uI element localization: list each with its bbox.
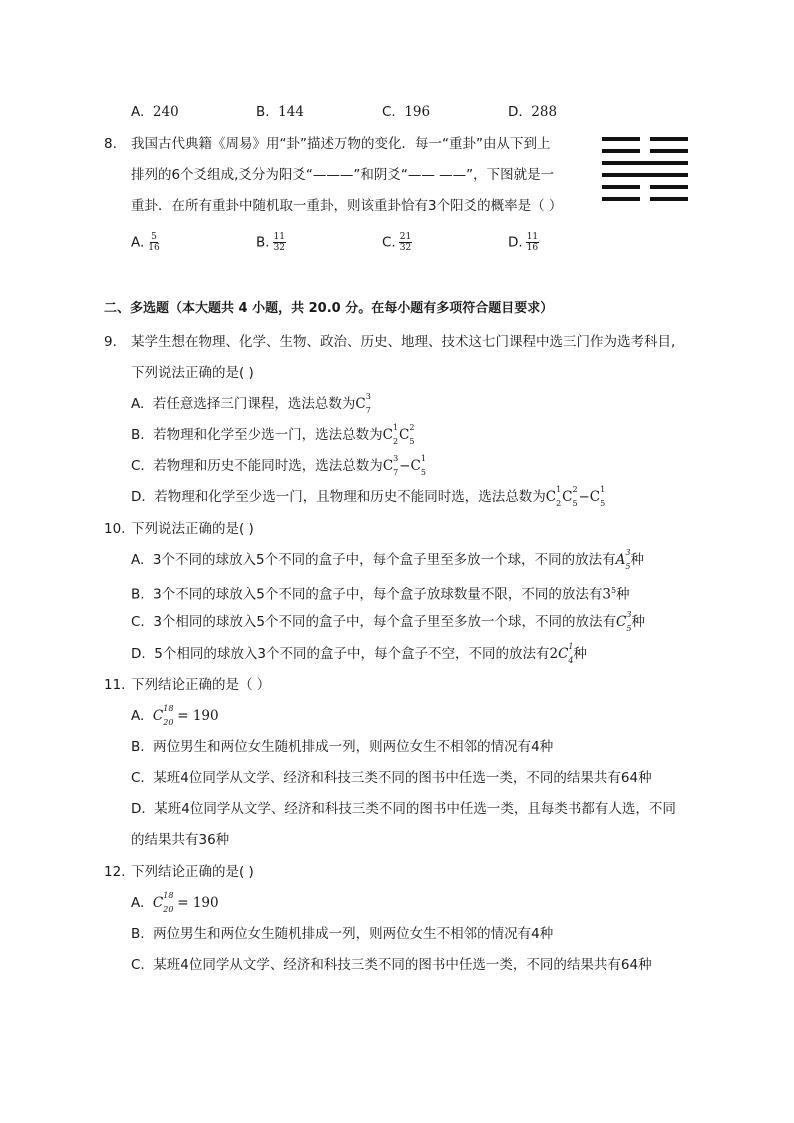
q10-stem: 下列说法正确的是( ) bbox=[131, 521, 254, 537]
q11-option-d: D. 某班4位同学从文学、经济和科技三类不同的图书中任选一类，且每类书都有人选，不同 bbox=[131, 801, 676, 817]
q8-option-b: B. $\frac{11}{32}$ bbox=[256, 232, 286, 253]
hexagram-line-yin bbox=[650, 185, 688, 189]
q8-number: 8. bbox=[104, 136, 117, 152]
q9-option-a: A. 若任意选择三门课程，选法总数为C 3 7 bbox=[131, 392, 371, 415]
q10-option-a: A. 3个不同的球放入5个不同的盒子中，每个盒子里至多放一个球，不同的放法有A 3 5 种 bbox=[131, 548, 644, 571]
q11-stem: 下列结论正确的是（ ） bbox=[131, 677, 271, 693]
q8-stem-line1: 我国古代典籍《周易》用“卦”描述万物的变化．每一“重卦”由从下到上 bbox=[131, 136, 551, 152]
q9-option-d: D. 若物理和化学至少选一门，且物理和历史不能同时选，选法总数为C 1 2 C 2 5 −C 1 5 bbox=[131, 485, 606, 508]
hexagram-line-yin bbox=[602, 137, 640, 141]
q9-stem-line1: 某学生想在物理、化学、生物、政治、历史、地理、技术这七门课程中选三门作为选考科目, bbox=[131, 334, 676, 350]
hexagram-figure bbox=[602, 137, 688, 207]
q10-option-b: B. 3个不同的球放入5个不同的盒子中，每个盒子放球数量不限，不同的放法有$3^5$种 bbox=[131, 586, 630, 603]
hexagram-line-yin bbox=[602, 185, 640, 189]
q12-stem: 下列结论正确的是( ) bbox=[131, 864, 254, 880]
q7-option-d: D. 288 bbox=[508, 104, 558, 120]
hexagram-line-yang bbox=[602, 173, 688, 177]
q12-option-a: A. C 18 20 = 190 bbox=[131, 891, 219, 914]
q12-option-b: B. 两位男生和两位女生随机排成一列，则两位女生不相邻的情况有4种 bbox=[131, 926, 554, 942]
q12-number: 12. bbox=[104, 864, 126, 880]
q11-option-c: C. 某班4位同学从文学、经济和科技三类不同的图书中任选一类，不同的结果共有64种 bbox=[131, 770, 652, 786]
hexagram-line-yin bbox=[602, 197, 640, 201]
q7-option-c: C. 196 bbox=[382, 104, 431, 120]
hexagram-line-yin bbox=[650, 137, 688, 141]
q11-option-d-line2: 的结果共有36种 bbox=[131, 832, 230, 848]
q9-stem-line2: 下列说法正确的是( ) bbox=[131, 365, 254, 381]
q7-option-a: A. 240 bbox=[131, 104, 179, 120]
q8-stem-line3: 重卦．在所有重卦中随机取一重卦，则该重卦恰有3个阳爻的概率是（ ） bbox=[131, 198, 563, 214]
q11-option-b: B. 两位男生和两位女生随机排成一列，则两位女生不相邻的情况有4种 bbox=[131, 739, 554, 755]
q11-option-a: A. C 18 20 = 190 bbox=[131, 704, 219, 727]
hexagram-line-yin bbox=[650, 149, 688, 153]
q8-stem-line2: 排列的6个爻组成,爻分为阳爻“———”和阴爻“—— ——”，下图就是一 bbox=[131, 167, 555, 183]
q11-number: 11. bbox=[104, 677, 126, 693]
q10-option-c: C. 3个相同的球放入5个不同的盒子中，每个盒子里至多放一个球，不同的放法有C 3 5 种 bbox=[131, 610, 645, 633]
hexagram-line-yin bbox=[650, 197, 688, 201]
q8-option-a: A. $\frac{5}{16}$ bbox=[131, 232, 160, 253]
q9-option-c: C. 若物理和历史不能同时选，选法总数为C 3 7 −C 1 5 bbox=[131, 454, 426, 477]
q10-number: 10. bbox=[104, 521, 126, 537]
q8-option-d: D. $\frac{11}{16}$ bbox=[508, 232, 539, 253]
q12-option-c: C. 某班4位同学从文学、经济和科技三类不同的图书中任选一类，不同的结果共有64种 bbox=[131, 957, 652, 973]
q10-option-d: D. 5个相同的球放入3个不同的盒子中，每个盒子不空，不同的放法有2C 1 4 种 bbox=[131, 642, 587, 665]
hexagram-line-yang bbox=[602, 161, 688, 165]
section-title-multiple-choice: 二、多选题（本大题共 4 小题，共 20.0 分。在每小题有多项符合题目要求） bbox=[104, 301, 554, 316]
q9-number: 9. bbox=[104, 334, 117, 350]
q7-option-b: B. 144 bbox=[256, 104, 304, 120]
q9-option-b: B. 若物理和化学至少选一门，选法总数为C 1 2 C 2 5 bbox=[131, 423, 415, 446]
q8-option-c: C. $\frac{21}{32}$ bbox=[382, 232, 412, 253]
hexagram-line-yin bbox=[602, 149, 640, 153]
